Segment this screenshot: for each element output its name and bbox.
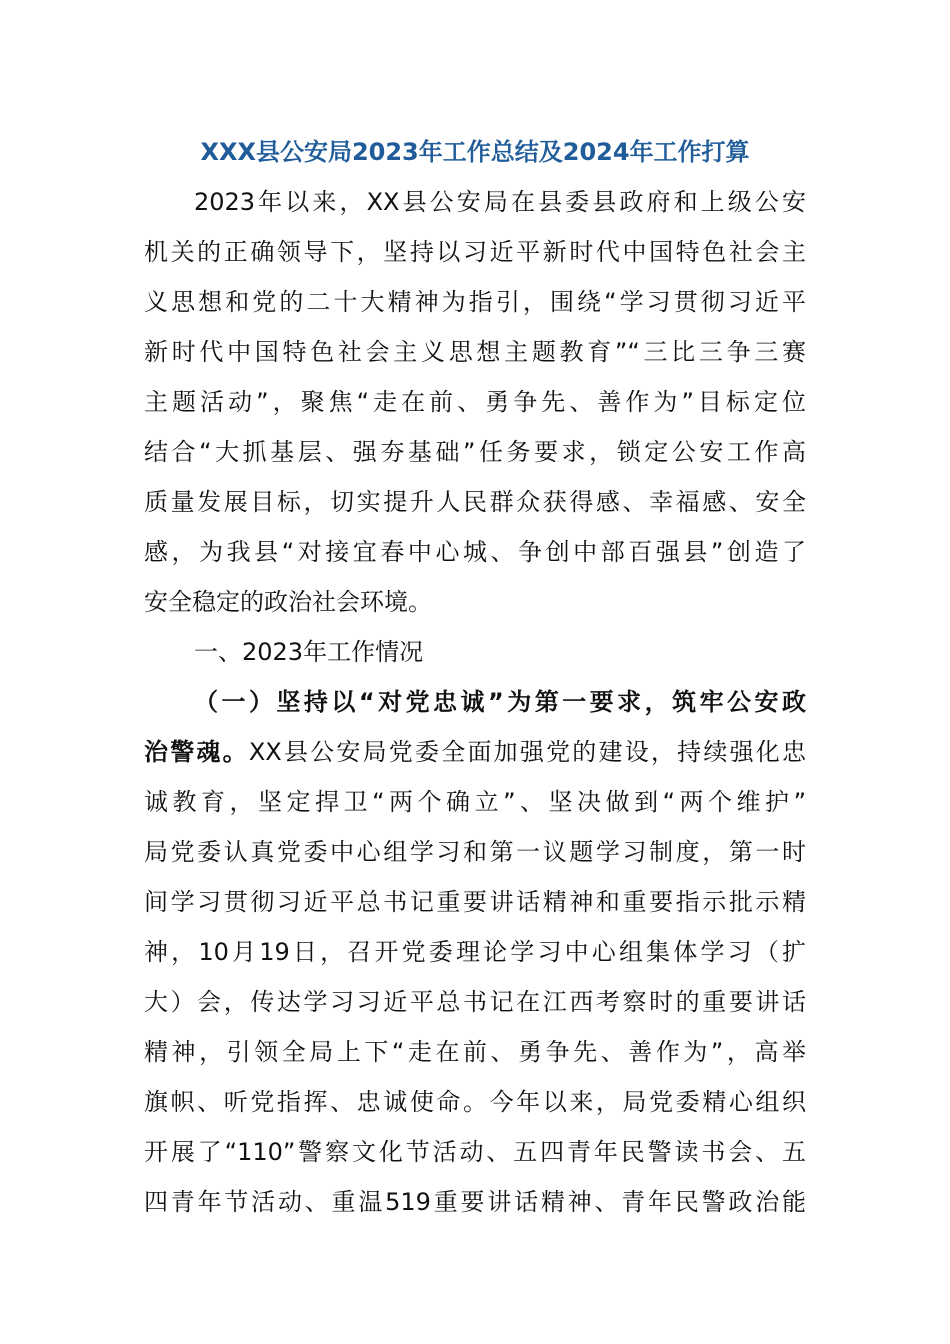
paragraph-line: 机关的正确领导下，坚持以习近平新时代中国特色社会主 [144, 238, 806, 266]
paragraph-line: 间学习贯彻习近平总书记重要讲话精神和重要指示批示精 [144, 888, 806, 916]
paragraph-line: 精神，引领全局上下“走在前、勇争先、善作为”，高举 [144, 1038, 806, 1066]
paragraph-line: 主题活动”，聚焦“走在前、勇争先、善作为”目标定位 [144, 388, 806, 416]
paragraph-line: 质量发展目标，切实提升人民群众获得感、幸福感、安全 [144, 488, 806, 516]
paragraph-line: 义思想和党的二十大精神为指引，围绕“学习贯彻习近平 [144, 288, 806, 316]
paragraph-line: 诚教育，坚定捍卫“两个确立”、坚决做到“两个维护” [144, 788, 806, 816]
paragraph-line: 大）会，传达学习习近平总书记在江西考察时的重要讲话 [144, 988, 806, 1016]
paragraph-line: 感，为我县“对接宜春中心城、争创中部百强县”创造了 [144, 538, 806, 566]
paragraph-line: 2023年以来，XX县公安局在县委县政府和上级公安 [194, 188, 806, 216]
paragraph-line: 神，10月19日，召开党委理论学习中心组集体学习（扩 [144, 938, 806, 966]
document-title: XXX县公安局2023年工作总结及2024年工作打算 [200, 138, 750, 166]
section-heading: 一、2023年工作情况 [194, 638, 424, 666]
paragraph-line [144, 732, 806, 772]
paragraph-line: 局党委认真党委中心组学习和第一议题学习制度，第一时 [144, 838, 806, 866]
paragraph-line: 旗帜、听党指挥、忠诚使命。今年以来，局党委精心组织 [144, 1088, 806, 1116]
paragraph-line: 四青年节活动、重温519重要讲话精神、青年民警政治能 [144, 1188, 806, 1216]
subsection-heading: （一）坚持以“对党忠诚”为第一要求，筑牢公安政 [194, 688, 806, 716]
paragraph-line: 新时代中国特色社会主义思想主题教育”“三比三争三赛 [144, 338, 806, 366]
paragraph-text: XX县公安局党委全面加强党的建设，持续强化忠 [248, 738, 806, 766]
paragraph-line: 安全稳定的政治社会环境。 [144, 588, 432, 616]
paragraph-line: 结合“大抓基层、强夯基础”任务要求，锁定公安工作高 [144, 438, 806, 466]
subsection-heading-tail: 治警魂。 [144, 738, 249, 766]
paragraph-line: 开展了“110”警察文化节活动、五四青年民警读书会、五 [144, 1138, 806, 1166]
